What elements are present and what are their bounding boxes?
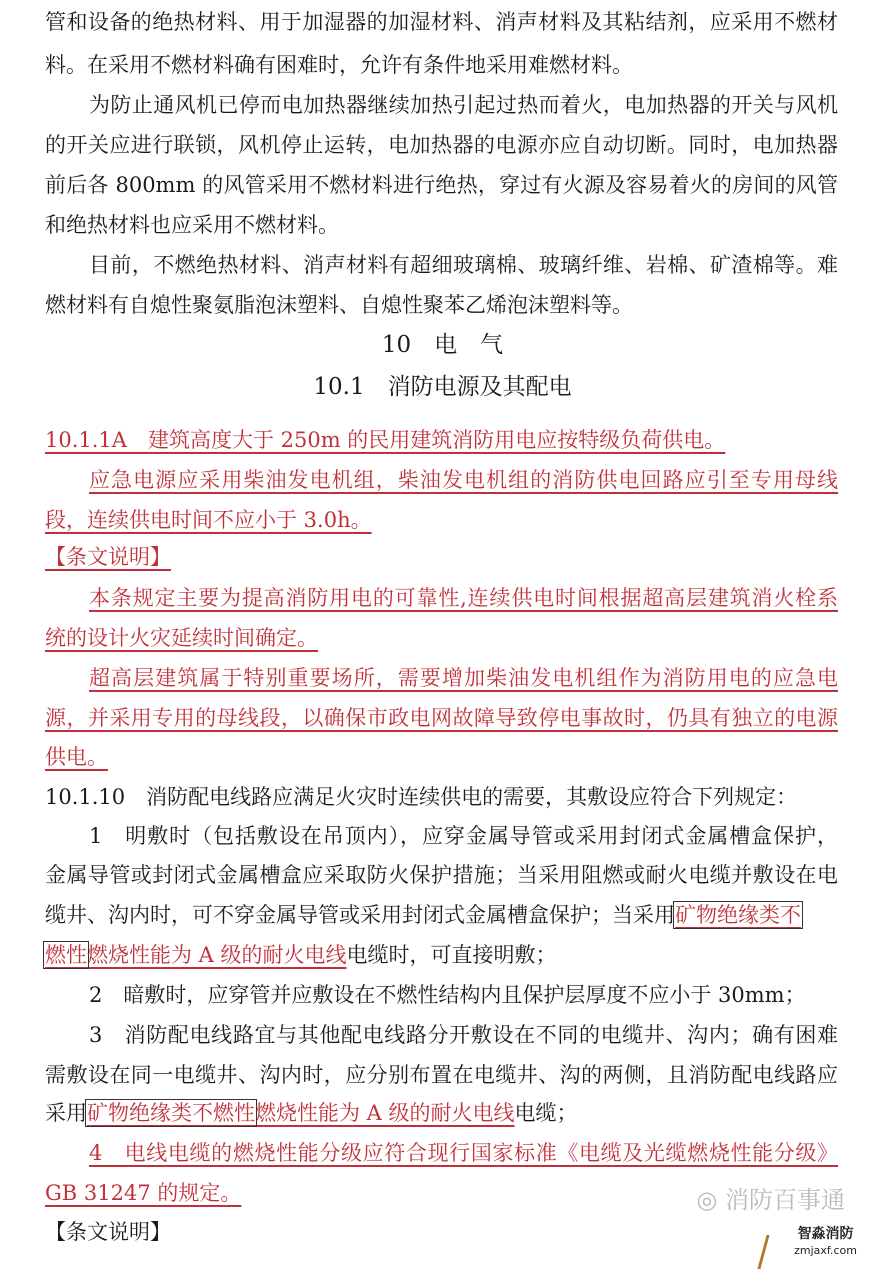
text-segment: 需敷设在同一电缆井、沟内时，应分别布置在电缆井、沟的两侧，且消防配电线路应 bbox=[45, 1063, 838, 1087]
text-line bbox=[45, 91, 838, 119]
text-segment: 2 暗敷时，应穿管并应敷设在不燃性结构内且保护层厚度不应小于 30mm； bbox=[89, 983, 806, 1007]
boxed-text: 燃性 bbox=[45, 943, 87, 967]
text-segment: 目前，不燃绝热材料、消声材料有超细玻璃棉、玻璃纤维、岩棉、矿渣棉等。难 bbox=[89, 253, 838, 277]
text-segment: 10 电 气 bbox=[381, 332, 504, 358]
text-segment: 前后各 800mm 的风管采用不燃材料进行绝热，穿过有火源及容易着火的房间的风管 bbox=[45, 173, 838, 197]
text-segment: 3 消防配电线路宜与其他配电线路分开敷设在不同的电缆井、沟内；确有困难 bbox=[89, 1023, 838, 1047]
wechat-icon: ◎ bbox=[696, 1186, 725, 1214]
highlighted-text: 10.1.1A 建筑高度大于 250m 的民用建筑消防用电应按特级负荷供电。 bbox=[45, 428, 726, 452]
boxed-text: 矿物绝缘类不燃性 bbox=[87, 1101, 255, 1125]
text-segment: 电缆时，可直接明敷； bbox=[346, 943, 557, 967]
text-line bbox=[45, 543, 838, 571]
text-segment: 为防止通风机已停而电加热器继续加热引起过热而着火，电加热器的开关与风机 bbox=[89, 93, 838, 117]
text-line bbox=[45, 624, 838, 652]
text-line bbox=[0, 373, 885, 401]
text-segment: 管和设备的绝热材料、用于加湿器的加湿材料、消声材料及其粘结剂，应采用不燃材 bbox=[45, 10, 838, 34]
highlighted-text: 燃烧性能为 A 级的耐火电线 bbox=[87, 943, 347, 967]
text-line bbox=[45, 506, 838, 534]
watermark-brand bbox=[794, 1226, 857, 1259]
text-segment: 的开关应进行联锁，风机停止运转，电加热器的电源亦应自动切断。同时，电加热器 bbox=[45, 133, 838, 157]
text-line bbox=[45, 1218, 838, 1246]
text-line bbox=[45, 1061, 838, 1089]
watermark-brand-name: 智淼消防 bbox=[797, 1226, 854, 1242]
highlighted-text: 应急电源应采用柴油发电机组，柴油发电机组的消防供电回路应引至专用母线 bbox=[89, 468, 838, 492]
text-line bbox=[45, 8, 838, 36]
highlighted-text: 供电。 bbox=[45, 745, 108, 769]
text-segment: 和绝热材料也应采用不燃材料。 bbox=[45, 213, 339, 237]
text-segment: 采用 bbox=[45, 1101, 87, 1125]
text-segment: 燃材料有自熄性聚氨脂泡沫塑料、自熄性聚苯乙烯泡沫塑料等。 bbox=[45, 293, 633, 317]
text-line bbox=[45, 783, 838, 811]
text-segment: 金属导管或封闭式金属槽盒应采取防火保护措施；当采用阻燃或耐火电缆并敷设在电 bbox=[45, 863, 838, 887]
text-line bbox=[45, 1099, 838, 1127]
text-line bbox=[45, 664, 838, 692]
text-segment: 【条文说明】 bbox=[45, 1220, 171, 1244]
text-line bbox=[45, 901, 838, 929]
text-line bbox=[45, 466, 838, 494]
text-line bbox=[45, 822, 838, 850]
text-segment: 10.1 消防电源及其配电 bbox=[313, 374, 572, 400]
text-segment: 料。在采用不燃材料确有困难时，允许有条件地采用难燃材料。 bbox=[45, 53, 633, 77]
text-line bbox=[45, 584, 838, 612]
highlighted-text: 本条规定主要为提高消防用电的可靠性,连续供电时间根据超高层建筑消火栓系 bbox=[89, 586, 838, 610]
text-line bbox=[45, 861, 838, 889]
highlighted-text: 超高层建筑属于特别重要场所，需要增加柴油发电机组作为消防用电的应急电 bbox=[89, 666, 838, 690]
highlighted-text: 统的设计火灾延续时间确定。 bbox=[45, 626, 318, 650]
text-segment: 1 明敷时（包括敷设在吊顶内），应穿金属导管或采用封闭式金属槽盒保护， bbox=[89, 824, 838, 848]
highlighted-text: 【条文说明】 bbox=[45, 545, 171, 569]
text-line bbox=[45, 211, 838, 239]
highlighted-text: GB 31247 的规定。 bbox=[45, 1181, 242, 1205]
text-line bbox=[45, 1139, 838, 1167]
text-line bbox=[45, 251, 838, 279]
text-line bbox=[45, 981, 838, 1009]
text-line bbox=[45, 131, 838, 159]
highlighted-text: 燃烧性能为 A 级的耐火电线 bbox=[255, 1101, 515, 1125]
watermark-account bbox=[696, 1187, 845, 1213]
text-line bbox=[45, 1021, 838, 1049]
text-segment: 缆井、沟内时，可不穿金属导管或采用封闭式金属槽盒保护；当采用 bbox=[45, 903, 675, 927]
text-segment: 电缆； bbox=[514, 1101, 578, 1125]
highlighted-text: 4 电线电缆的燃烧性能分级应符合现行国家标准《电缆及光缆燃烧性能分级》 bbox=[89, 1141, 838, 1165]
text-line bbox=[45, 51, 838, 79]
text-line bbox=[45, 704, 838, 732]
text-line bbox=[0, 331, 885, 359]
text-segment: 10.1.10 消防配电线路应满足火灾时连续供电的需要，其敷设应符合下列规定： bbox=[45, 785, 798, 809]
highlighted-text: 段，连续供电时间不应小于 3.0h。 bbox=[45, 508, 372, 532]
boxed-text: 矿物绝缘类不 bbox=[675, 903, 801, 927]
watermark-site: zmjaxf.com bbox=[794, 1244, 857, 1257]
watermark-account-name: 消防百事通 bbox=[725, 1186, 845, 1214]
text-line bbox=[45, 171, 838, 199]
text-line bbox=[45, 941, 838, 969]
highlighted-text: 源，并采用专用的母线段，以确保市政电网故障导致停电事故时，仍具有独立的电源 bbox=[45, 706, 838, 730]
text-line bbox=[45, 743, 838, 771]
text-line bbox=[45, 426, 838, 454]
text-line bbox=[45, 291, 838, 319]
